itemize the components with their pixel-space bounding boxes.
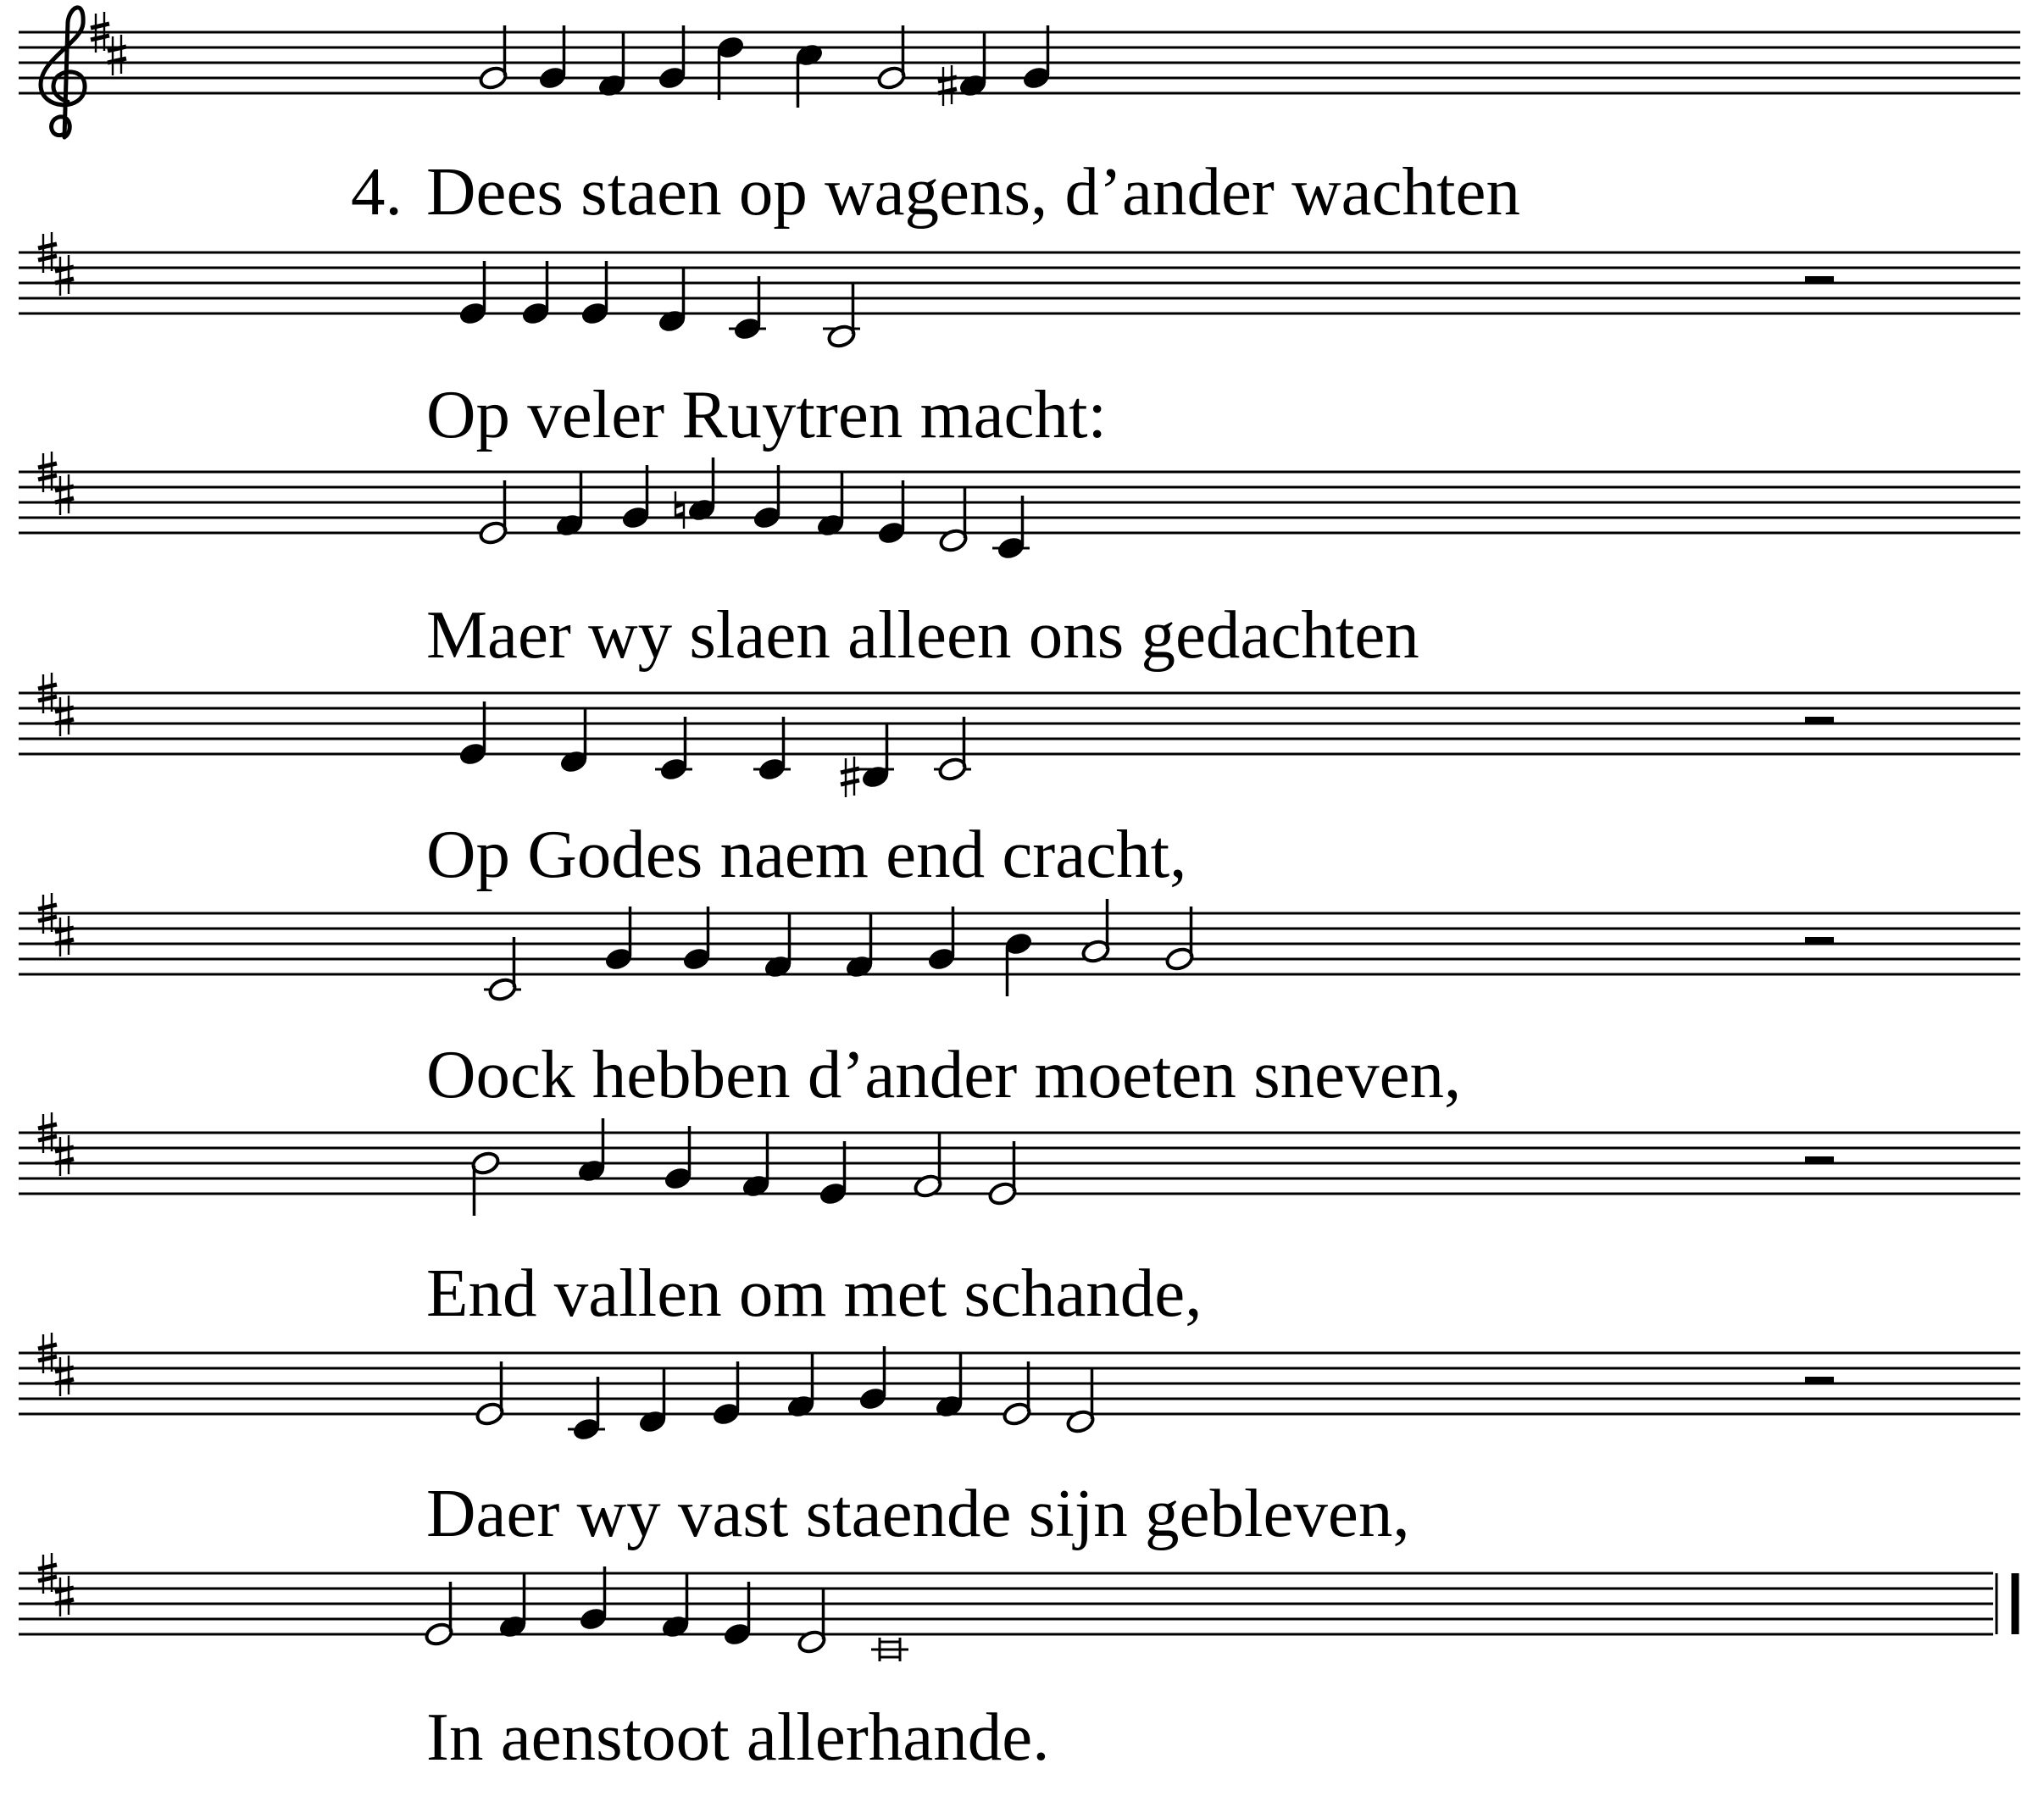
note <box>1021 25 1052 91</box>
note <box>1080 899 1111 964</box>
note <box>794 42 825 108</box>
note <box>475 1361 505 1427</box>
note <box>722 1582 753 1647</box>
note <box>620 465 651 530</box>
sharp-sign <box>55 1356 74 1396</box>
note <box>657 269 687 334</box>
half-rest-icon <box>1805 717 1834 724</box>
staff-system <box>19 1112 2020 1331</box>
note <box>992 496 1030 561</box>
staff-system <box>19 452 2020 673</box>
note <box>715 35 746 100</box>
note <box>1164 907 1195 972</box>
sharp-sign <box>55 696 74 736</box>
half-rest-icon <box>1805 937 1834 944</box>
lyric-line: Op veler Ruytren macht: <box>426 376 1107 452</box>
lyric-line: Dees staen op wagens, d’ander wachten <box>426 153 1520 230</box>
note <box>934 717 971 782</box>
note <box>818 1141 848 1206</box>
sharp-sign <box>938 65 957 106</box>
note <box>729 276 766 341</box>
note <box>876 480 907 546</box>
note <box>537 25 568 91</box>
note <box>844 914 875 979</box>
note <box>578 1566 608 1632</box>
verse-number: 4. <box>351 153 403 230</box>
note <box>938 33 988 106</box>
note <box>926 907 957 972</box>
note <box>603 907 634 972</box>
note <box>913 1134 943 1199</box>
sharp-sign <box>55 474 74 515</box>
note <box>576 1118 607 1184</box>
note <box>520 261 551 326</box>
sharp-sign <box>55 916 74 956</box>
note <box>876 25 907 91</box>
staff-system <box>19 1553 2015 1775</box>
note <box>871 1638 908 1661</box>
half-rest-icon <box>1805 276 1834 283</box>
note <box>655 717 692 782</box>
note <box>763 914 793 979</box>
note <box>681 907 712 972</box>
lyric-line: Daer wy vast staende sijn gebleven, <box>426 1475 1410 1551</box>
half-rest-icon <box>1805 1377 1834 1383</box>
lyric-line: End vallen om met schande, <box>426 1255 1203 1331</box>
note <box>458 261 488 326</box>
note <box>711 1361 742 1427</box>
note <box>424 1582 454 1647</box>
lyric-line: In aenstoot allerhande. <box>426 1699 1050 1775</box>
note <box>938 488 969 553</box>
note <box>741 1134 771 1199</box>
note <box>484 937 521 1002</box>
note <box>987 1141 1018 1206</box>
note <box>663 1126 693 1191</box>
note <box>752 465 782 530</box>
note <box>841 724 894 797</box>
note <box>934 1354 964 1419</box>
note <box>815 473 846 538</box>
note <box>1003 931 1034 996</box>
note <box>858 1346 888 1411</box>
note <box>1002 1361 1032 1427</box>
note <box>1065 1369 1096 1434</box>
half-rest-icon <box>1805 1156 1834 1163</box>
natural-sign <box>675 491 684 529</box>
treble-clef-icon <box>41 8 85 137</box>
staff-system <box>19 673 2020 892</box>
note <box>660 1574 691 1639</box>
note <box>470 1151 501 1216</box>
sharp-sign <box>108 35 126 75</box>
staff-system <box>19 893 2020 1112</box>
lyric-line: Oock hebben d’ander moeten sneven, <box>426 1036 1462 1112</box>
sharp-sign <box>841 757 859 797</box>
sharp-sign <box>55 255 74 296</box>
note <box>637 1369 668 1434</box>
sharp-sign <box>55 1135 74 1176</box>
note <box>497 1574 528 1639</box>
note <box>478 25 508 91</box>
sharp-sign <box>55 1576 74 1616</box>
note <box>657 25 687 91</box>
lyric-line: Op Godes naem end cracht, <box>426 816 1187 892</box>
staff-system <box>19 1333 2020 1551</box>
staff-system <box>19 232 2020 452</box>
note <box>558 709 589 774</box>
note <box>478 480 508 546</box>
lyric-line: Maer wy slaen alleen ons gedachten <box>426 596 1419 673</box>
note <box>797 1589 827 1655</box>
note <box>597 33 627 98</box>
note <box>786 1354 816 1419</box>
note <box>568 1377 605 1442</box>
note <box>554 473 585 538</box>
note <box>823 284 860 349</box>
staff-system <box>19 8 2020 230</box>
note <box>458 701 488 767</box>
note <box>753 717 791 782</box>
note <box>580 261 610 326</box>
